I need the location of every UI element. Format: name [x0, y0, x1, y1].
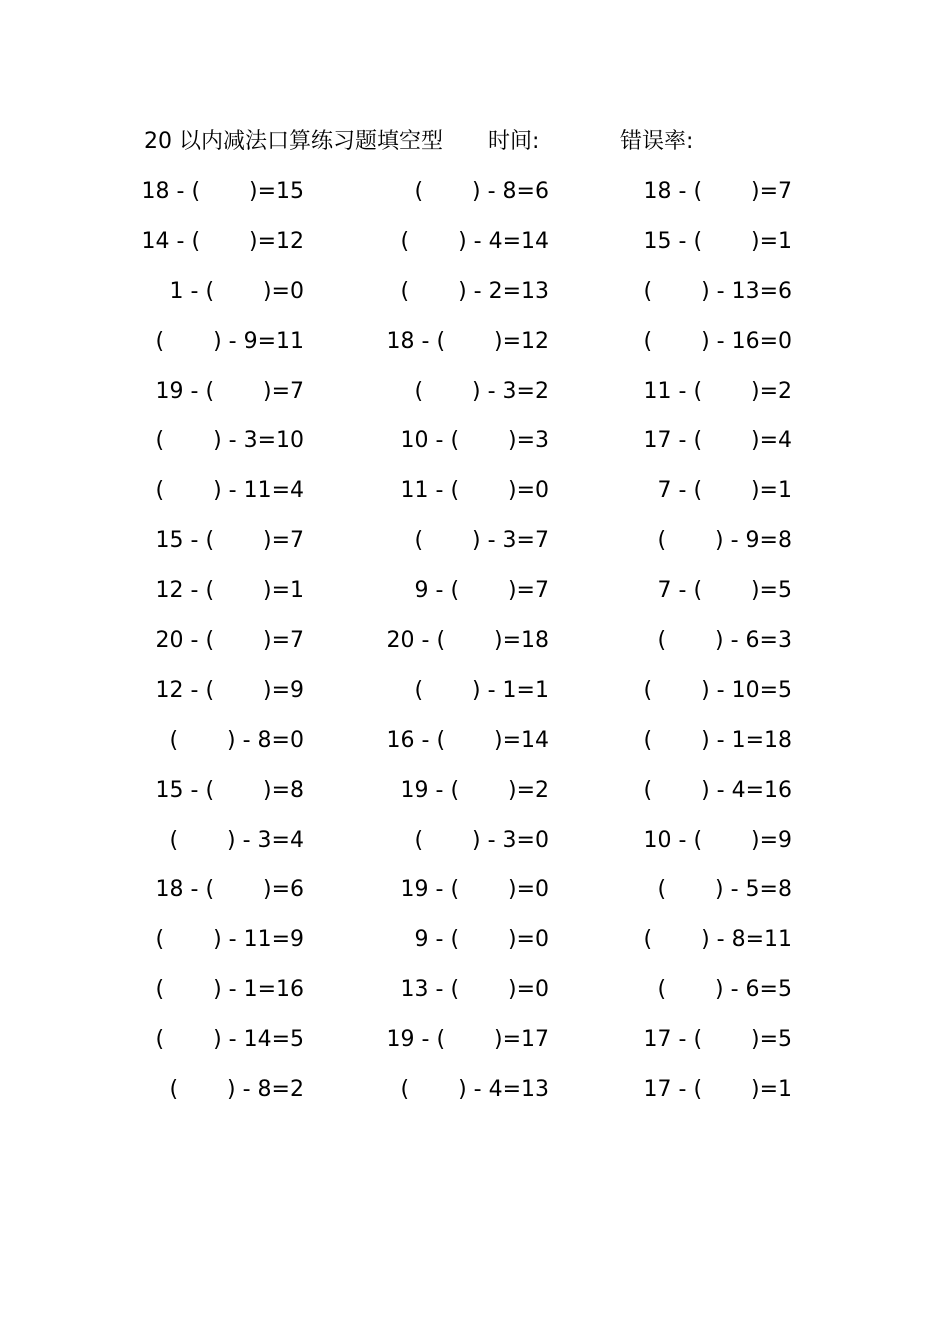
problem-row [0, 322, 950, 372]
problem-item: 10 - ( )=9 [643, 827, 792, 853]
problem-item: 18 - ( )=15 [141, 179, 304, 204]
problem-item: ( ) - 6=5 [657, 977, 792, 1003]
problem-item: 17 - ( )=4 [643, 428, 792, 454]
problem-item: 17 - ( )=1 [643, 1077, 792, 1103]
problem-row [0, 272, 950, 322]
problem-item: 19 - ( )=2 [400, 777, 549, 803]
problem-item: ( ) - 1=18 [643, 727, 792, 753]
problem-item: ( ) - 8=6 [414, 179, 549, 204]
problem-item: ( ) - 1=1 [414, 677, 549, 703]
problem-item: 19 - ( )=0 [400, 877, 549, 903]
problem-item: ( ) - 16=0 [643, 328, 792, 354]
problem-item: ( ) - 4=16 [643, 777, 792, 803]
problem-item: 14 - ( )=12 [141, 228, 304, 254]
problem-item: 18 - ( )=6 [155, 877, 304, 903]
problem-row [0, 471, 950, 521]
problem-row [0, 571, 950, 621]
problem-row [0, 870, 950, 920]
error-rate-label: 错误率: [620, 129, 694, 154]
problem-item: 20 - ( )=7 [155, 628, 304, 654]
time-label: 时间: [488, 129, 540, 154]
problem-item: 13 - ( )=0 [400, 977, 549, 1003]
problem-item: 17 - ( )=5 [643, 1027, 792, 1053]
problem-row [0, 771, 950, 821]
problem-row [0, 1020, 950, 1070]
problem-row [0, 671, 950, 721]
problem-row [0, 1070, 950, 1120]
problem-row [0, 172, 950, 222]
problem-item: 12 - ( )=1 [155, 578, 304, 604]
problem-row [0, 222, 950, 272]
problem-item: ( ) - 9=8 [657, 528, 792, 554]
problem-item: ( ) - 5=8 [657, 877, 792, 903]
problem-row [0, 920, 950, 970]
problem-item: ( ) - 3=10 [155, 428, 304, 454]
problem-item: 11 - ( )=2 [643, 378, 792, 404]
problem-item: 9 - ( )=7 [414, 578, 549, 604]
problem-item: ( ) - 8=2 [169, 1077, 304, 1103]
problem-item: ( ) - 11=9 [155, 927, 304, 953]
worksheet-header [0, 124, 950, 160]
problem-item: 19 - ( )=7 [155, 378, 304, 404]
problem-item: 15 - ( )=8 [155, 777, 304, 803]
problem-item: 9 - ( )=0 [414, 927, 549, 953]
problem-item: ( ) - 3=2 [414, 378, 549, 404]
problem-item: ( ) - 10=5 [643, 677, 792, 703]
problem-item: ( ) - 8=0 [169, 727, 304, 753]
problem-item: 1 - ( )=0 [169, 278, 304, 304]
problem-item: ( ) - 3=7 [414, 528, 549, 554]
problem-item: ( ) - 4=13 [400, 1077, 549, 1103]
problem-item: 12 - ( )=9 [155, 677, 304, 703]
problem-item: 16 - ( )=14 [386, 727, 549, 753]
problem-row [0, 521, 950, 571]
problem-row [0, 821, 950, 871]
problem-item: 20 - ( )=18 [386, 628, 549, 654]
problem-item: ( ) - 3=0 [414, 827, 549, 853]
problem-item: ( ) - 9=11 [155, 328, 304, 354]
problem-item: ( ) - 3=4 [169, 827, 304, 853]
problem-row [0, 421, 950, 471]
problem-item: ( ) - 1=16 [155, 977, 304, 1003]
worksheet-title: 20 以内减法口算练习题填空型 [144, 129, 443, 154]
problem-item: ( ) - 13=6 [643, 278, 792, 304]
problem-item: 15 - ( )=7 [155, 528, 304, 554]
problem-row [0, 721, 950, 771]
problem-item: ( ) - 2=13 [400, 278, 549, 304]
problem-item: 15 - ( )=1 [643, 228, 792, 254]
problem-row [0, 970, 950, 1020]
problem-item: 7 - ( )=1 [657, 478, 792, 504]
problem-item: ( ) - 6=3 [657, 628, 792, 654]
problem-item: 18 - ( )=12 [386, 328, 549, 354]
problem-item: 19 - ( )=17 [386, 1027, 549, 1053]
problem-item: 10 - ( )=3 [400, 428, 549, 454]
problem-row [0, 621, 950, 671]
problem-item: ( ) - 14=5 [155, 1027, 304, 1053]
problem-item: 7 - ( )=5 [657, 578, 792, 604]
problem-item: 11 - ( )=0 [400, 478, 549, 504]
problem-item: ( ) - 4=14 [400, 228, 549, 254]
problem-item: ( ) - 8=11 [643, 927, 792, 953]
problem-row [0, 372, 950, 422]
problem-item: 18 - ( )=7 [643, 179, 792, 204]
problem-item: ( ) - 11=4 [155, 478, 304, 504]
problem-grid [0, 172, 950, 1120]
